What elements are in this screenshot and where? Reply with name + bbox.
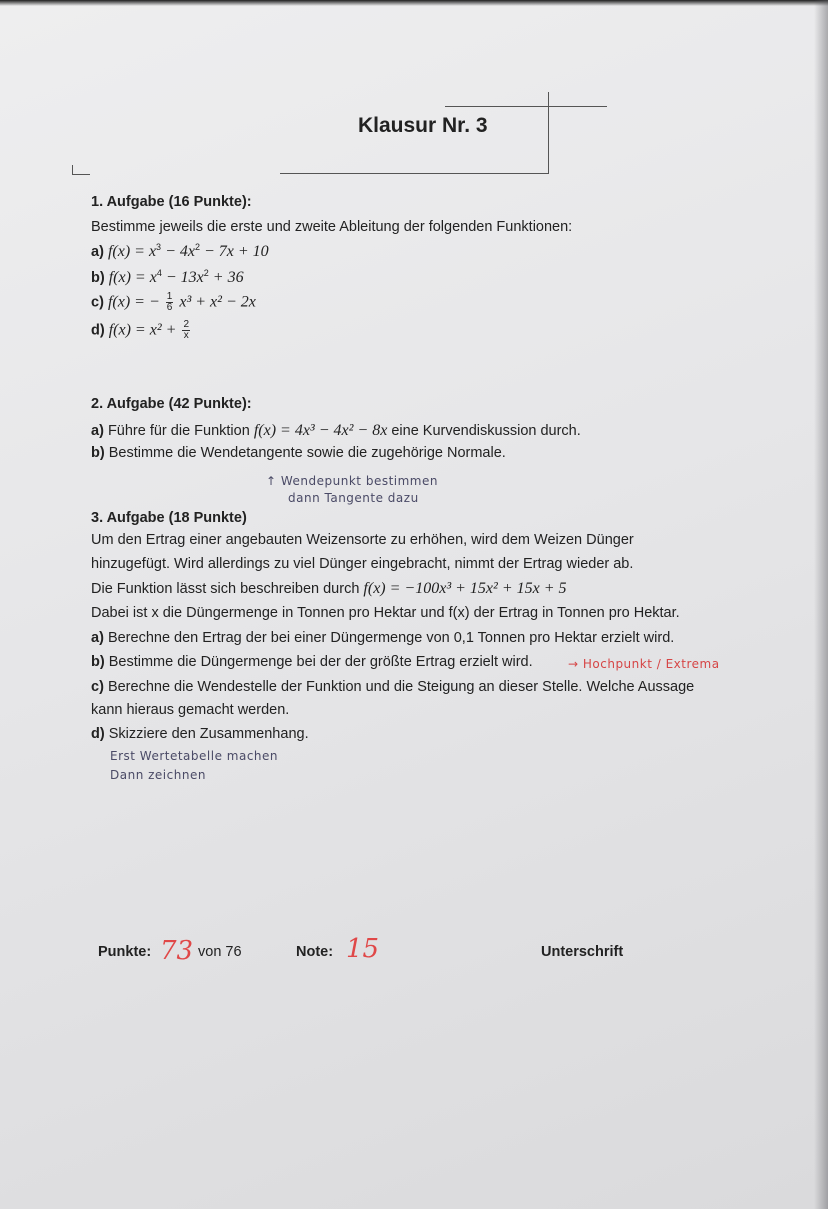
item-math-pre: f(x) = −	[107, 293, 160, 311]
points-label: Punkte:	[98, 944, 152, 960]
signature-label: Unterschrift	[541, 944, 624, 960]
part-text-post: eine Kurvendiskussion durch.	[391, 423, 581, 439]
part-text: Bestimme die Wendetangente sowie die zugehörige Normale.	[108, 445, 506, 461]
item-math-post: − 7x + 10	[199, 243, 269, 260]
item-fraction: $\frac{1}{6}$	[166, 291, 173, 313]
part-text: Bestimme die Düngermenge bei der der größte Ertrag erzielt wird.	[108, 654, 533, 670]
item-math-mid: − 13x	[161, 269, 204, 286]
task2-handwritten-note-2: dann Tangente dazu	[288, 491, 419, 505]
right-shadow	[814, 0, 828, 1209]
task3-paragraph-3: Die Funktion lässt sich beschreiben durch f(x) = −100x³ + 15x² + 15x + 5	[91, 580, 567, 597]
part-math: f(x) = 4x³ − 4x² − 8x	[253, 422, 388, 439]
grade-label: Note:	[296, 944, 334, 960]
points-total: von 76	[198, 944, 242, 960]
part-label: b)	[91, 654, 105, 670]
part-text: Berechne die Wendestelle der Funktion und die Steigung an dieser Stelle. Welche Aussage	[107, 679, 695, 695]
task3-red-note: → Hochpunkt / Extrema	[568, 657, 720, 671]
task1-instruction: Bestimme jeweils die erste und zweite Ableitung der folgenden Funktionen:	[91, 219, 573, 235]
item-label: c)	[91, 294, 104, 311]
item-math-pre: f(x) = x	[107, 243, 157, 260]
part-text: Führe für die Funktion	[107, 423, 250, 439]
item-math-pre: f(x) = x	[108, 269, 157, 286]
task2-part-a	[91, 422, 581, 440]
task3-part-c	[91, 679, 694, 695]
task2-heading: 2. Aufgabe (42 Punkte):	[91, 396, 252, 412]
task1-item-c	[91, 292, 256, 313]
header-line-top	[445, 106, 607, 107]
item-math-post: + 36	[208, 269, 244, 286]
grade-value: 15	[346, 934, 380, 964]
task3-part-a	[91, 630, 674, 646]
item-math-post: x³ + x² − 2x	[179, 293, 256, 311]
task3-paragraph-4: Dabei ist x die Düngermenge in Tonnen pro Hektar und f(x) der Ertrag in Tonnen pro Hektar.	[91, 605, 680, 621]
part-label: c)	[91, 679, 104, 695]
part-label: a)	[91, 423, 104, 439]
task3-part-b	[91, 654, 533, 670]
task3-part-d	[91, 726, 309, 742]
task2-part-b	[91, 445, 506, 461]
item-label: a)	[91, 244, 104, 260]
header-line-vertical	[548, 92, 549, 174]
item-math-pre: f(x) = x² +	[108, 321, 177, 339]
part-label: d)	[91, 726, 105, 742]
part-text: Berechne den Ertrag der bei einer Düngermenge von 0,1 Tonnen pro Hektar erzielt wird.	[107, 630, 675, 646]
task3-paragraph-1: Um den Ertrag einer angebauten Weizensorte zu erhöhen, wird dem Weizen Dünger	[91, 532, 634, 548]
top-shadow	[0, 0, 828, 6]
task3-heading: 3. Aufgabe (18 Punkte)	[91, 510, 247, 526]
part-text: Skizziere den Zusammenhang.	[108, 726, 309, 742]
task3-handwritten-note-1: Erst Wertetabelle machen	[110, 749, 279, 763]
header-line-bottom	[280, 173, 549, 174]
item-label: d)	[91, 322, 105, 339]
item-fraction: $\frac{2}{x}$	[183, 319, 190, 341]
part-label: b)	[91, 445, 105, 461]
task3-part-c-cont: kann hieraus gemacht werden.	[91, 702, 290, 718]
task3-function: f(x) = −100x³ + 15x² + 15x + 5	[363, 580, 567, 597]
task3-paragraph-2: hinzugefügt. Wird allerdings zu viel Dünger eingebracht, nimmt der Ertrag wieder ab.	[91, 556, 634, 572]
task1-heading: 1. Aufgabe (16 Punkte):	[91, 194, 252, 210]
points-value: 73	[160, 936, 194, 966]
exam-title: Klausur Nr. 3	[358, 114, 488, 137]
task1-item-d	[91, 320, 192, 341]
item-label: b)	[91, 270, 105, 286]
corner-mark-horizontal	[72, 174, 90, 175]
part-label: a)	[91, 630, 104, 646]
item-math-mid: − 4x	[161, 243, 195, 260]
task3-handwritten-note-2: Dann zeichnen	[110, 768, 206, 782]
task1-item-b: b) $f(x) = x^4 - 13x^2 + 36$	[91, 268, 244, 286]
task1-item-a: a) $f(x) = x^3 - 4x^2 - 7x + 10$	[91, 242, 269, 260]
task2-handwritten-note-1: ↑ Wendepunkt bestimmen	[266, 474, 438, 488]
